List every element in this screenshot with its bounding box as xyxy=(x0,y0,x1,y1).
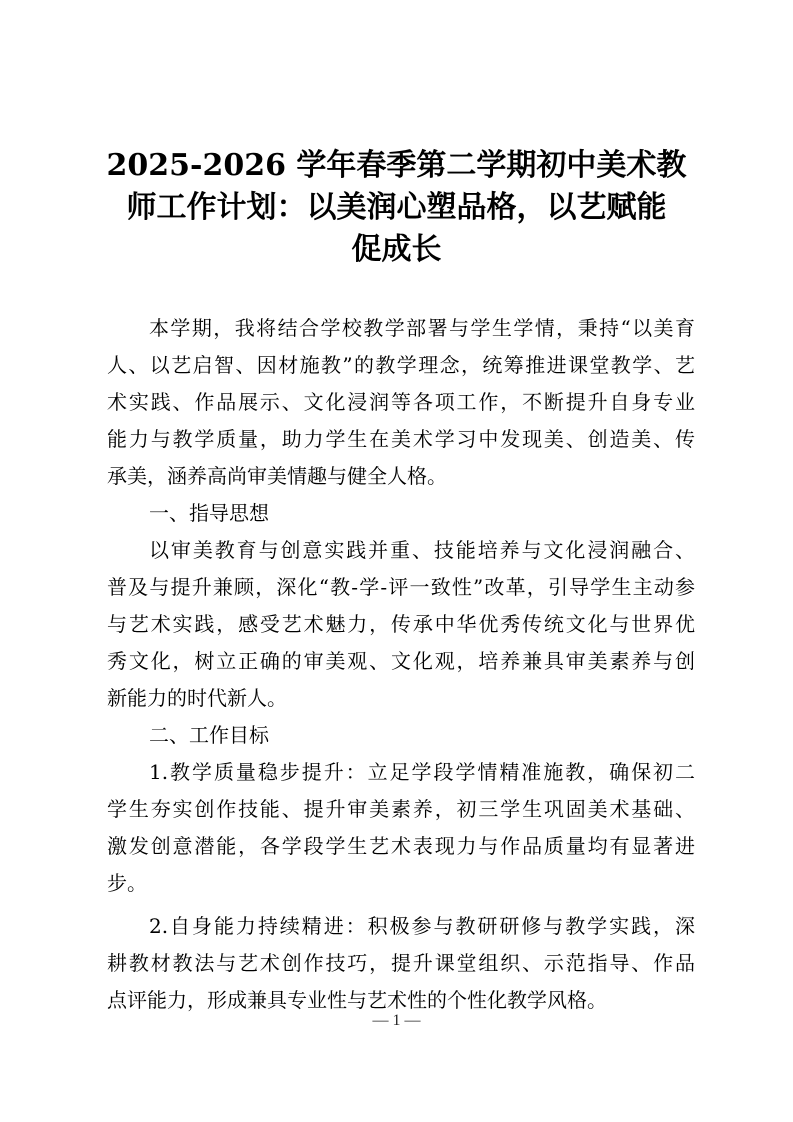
title-line-1: 2025-2026 学年春季第二学期初中美术教 xyxy=(106,148,687,183)
guiding-thought-paragraph xyxy=(107,532,695,717)
text-line: 普及与提升兼顾，深化“教-学-评一致性”改革，引导学生主动参 xyxy=(107,575,695,599)
goal-item-2 xyxy=(107,908,695,1019)
text-line: 2.自身能力持续精进：积极参与教研研修与教学实践，深 xyxy=(149,914,695,938)
text-line: 1.教学质量稳步提升：立足学段学情精准施教，确保初二 xyxy=(149,760,695,784)
document-title xyxy=(100,145,693,271)
title-line-3: 促成长 xyxy=(351,232,442,267)
text-line: 与艺术实践，感受艺术魅力，传承中华优秀传统文化与世界优 xyxy=(107,612,695,636)
text-line: 本学期，我将结合学校教学部署与学生学情，秉持“以美育 xyxy=(149,316,695,340)
text-line: 激发创意潜能，各学段学生艺术表现力与作品质量均有显著进 xyxy=(107,834,695,858)
text-line: 术实践、作品展示、文化浸润等各项工作，不断提升自身专业 xyxy=(107,390,695,414)
text-line: 新能力的时代新人。 xyxy=(107,686,287,710)
text-line: 步。 xyxy=(107,871,147,895)
title-line-2: 师工作计划：以美润心塑品格，以艺赋能 xyxy=(126,190,667,225)
section-heading-guiding-thought: 一、指导思想 xyxy=(149,501,269,525)
text-line: 点评能力，形成兼具专业性与艺术性的个性化教学风格。 xyxy=(107,988,607,1012)
text-line: 以审美教育与创意实践并重、技能培养与文化浸润融合、 xyxy=(149,538,695,562)
section-heading-work-goals: 二、工作目标 xyxy=(149,723,269,747)
text-line: 学生夯实创作技能、提升审美素养，初三学生巩固美术基础、 xyxy=(107,797,695,821)
text-line: 承美，涵养高尚审美情趣与健全人格。 xyxy=(107,464,447,488)
goal-item-1 xyxy=(107,754,695,902)
text-line: 人、以艺启智、因材施教”的教学理念，统筹推进课堂教学、艺 xyxy=(107,353,695,377)
text-line: 能力与教学质量，助力学生在美术学习中发现美、创造美、传 xyxy=(107,427,695,451)
document-body xyxy=(107,310,695,1019)
intro-paragraph xyxy=(107,310,695,495)
text-line: 耕教材教法与艺术创作技巧，提升课堂组织、示范指导、作品 xyxy=(107,951,695,975)
page-number: — 1 — xyxy=(372,1012,421,1029)
text-line: 秀文化，树立正确的审美观、文化观，培养兼具审美素养与创 xyxy=(107,649,695,673)
